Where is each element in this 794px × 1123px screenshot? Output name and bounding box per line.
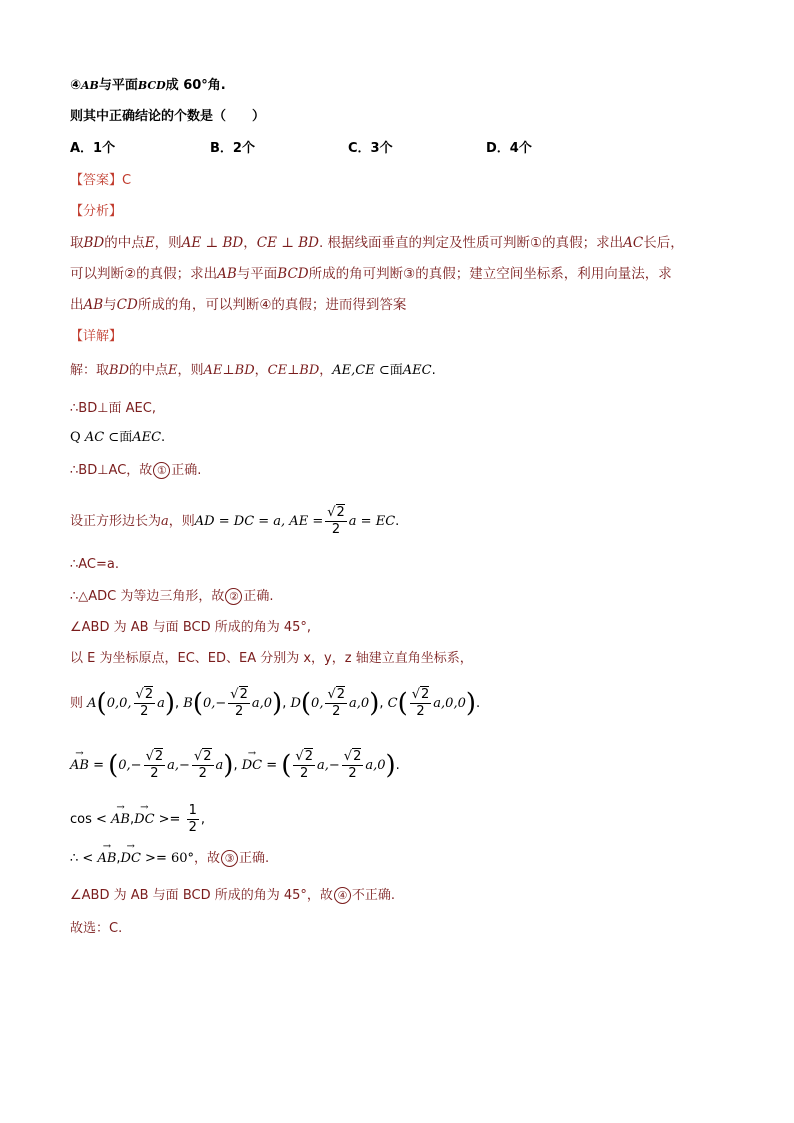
answer — [70, 172, 131, 190]
detail-line-8: ∠ABD 为 AB 与面 BCD 所成的角为 45°, — [70, 620, 312, 635]
detail-line-3: Q AC ⊂面AEC. — [70, 430, 166, 445]
detail-line-1: 解：取BD的中点E，则AE⊥BD，CE⊥BD，AE,CE ⊂面AEC. — [70, 363, 436, 378]
detail-line-9: 以 E 为坐标原点，EC、ED、EA 分别为 x，y，z 轴建立直角坐标系， — [70, 651, 473, 666]
question: 则其中正确结论的个数是（ ） — [70, 109, 266, 124]
analysis-label: 【分析】 — [70, 204, 123, 219]
item-4: ④AB与平面BCD成 60°角. — [70, 78, 226, 93]
vectors-line: → AB = (0,− $\frac{√2}{2}$ a,− $\frac{√2}{2}$ a), → DC = ( $\frac{√2}{2}$ a,− $\frac{√2}{2}$ a,0). — [70, 744, 400, 788]
final-answer: 故选：C. — [70, 921, 123, 936]
analysis-line-1: 取BD的中点E，则AE ⊥ BD，CE ⊥ BD. 根据线面垂直的判定及性质可判断①的真假；求出AC长后， — [70, 235, 684, 251]
angle-line: ∴ < → AB,→ DC >= 60°，故 ③ 正确. — [70, 850, 269, 868]
option-c: C．3个 — [348, 141, 393, 156]
circled-4: ④ — [334, 887, 351, 904]
coordinates-line: 则 A(0,0, $\frac{√2}{2}$ a), B(0,− $\frac{√2}{2}$ a,0), D(0, $\frac{√2}{2}$ a,0), C( $\frac{√2}{2}$ a,0,0). — [70, 687, 481, 719]
fraction-sqrt2-over-2: $\frac{√2}{2}$ — [327, 505, 345, 537]
option-b: B．2个 — [210, 141, 255, 156]
detail-line-7: ∴△ADC 为等边三角形，故 ② 正确. — [70, 589, 274, 604]
option-a: A．1个 — [70, 141, 116, 156]
item-4-number: ④ — [70, 78, 82, 93]
detail-line-14: ∠ABD 为 AB 与面 BCD 所成的角为 45°，故 ④ 不正确. — [70, 888, 396, 903]
analysis-line-2: 可以判断②的真假；求出AB与平面BCD所成的角可判断③的真假；建立空间坐标系，利用向量法，求 — [70, 266, 672, 282]
detail-label: 【详解】 — [70, 329, 123, 344]
answer-label: 【答案】 — [70, 173, 123, 188]
circled-1: ① — [153, 462, 170, 479]
vector-dc: → DC — [242, 744, 262, 788]
detail-line-2: ∴BD⊥面 AEC, — [70, 401, 156, 416]
detail-line-5: 设正方形边长为a，则AD = DC = a, AE = $\frac{√2}{2}$ a = EC. — [70, 505, 400, 537]
detail-line-6: ∴AC=a. — [70, 557, 120, 572]
vector-ab: → AB — [70, 744, 89, 788]
cos-line: cos < → AB,→ DC >= $\frac{1}{2}$ , — [70, 800, 205, 840]
analysis-line-3: 出AB与CD所成的角，可以判断④的真假；进而得到答案 — [70, 297, 407, 313]
detail-line-4: ∴BD⊥AC，故 ① 正确. — [70, 463, 202, 478]
circled-2: ② — [225, 588, 242, 605]
answer-value: C — [122, 173, 132, 188]
option-d: D．4个 — [486, 141, 532, 156]
circled-3: ③ — [221, 850, 238, 867]
